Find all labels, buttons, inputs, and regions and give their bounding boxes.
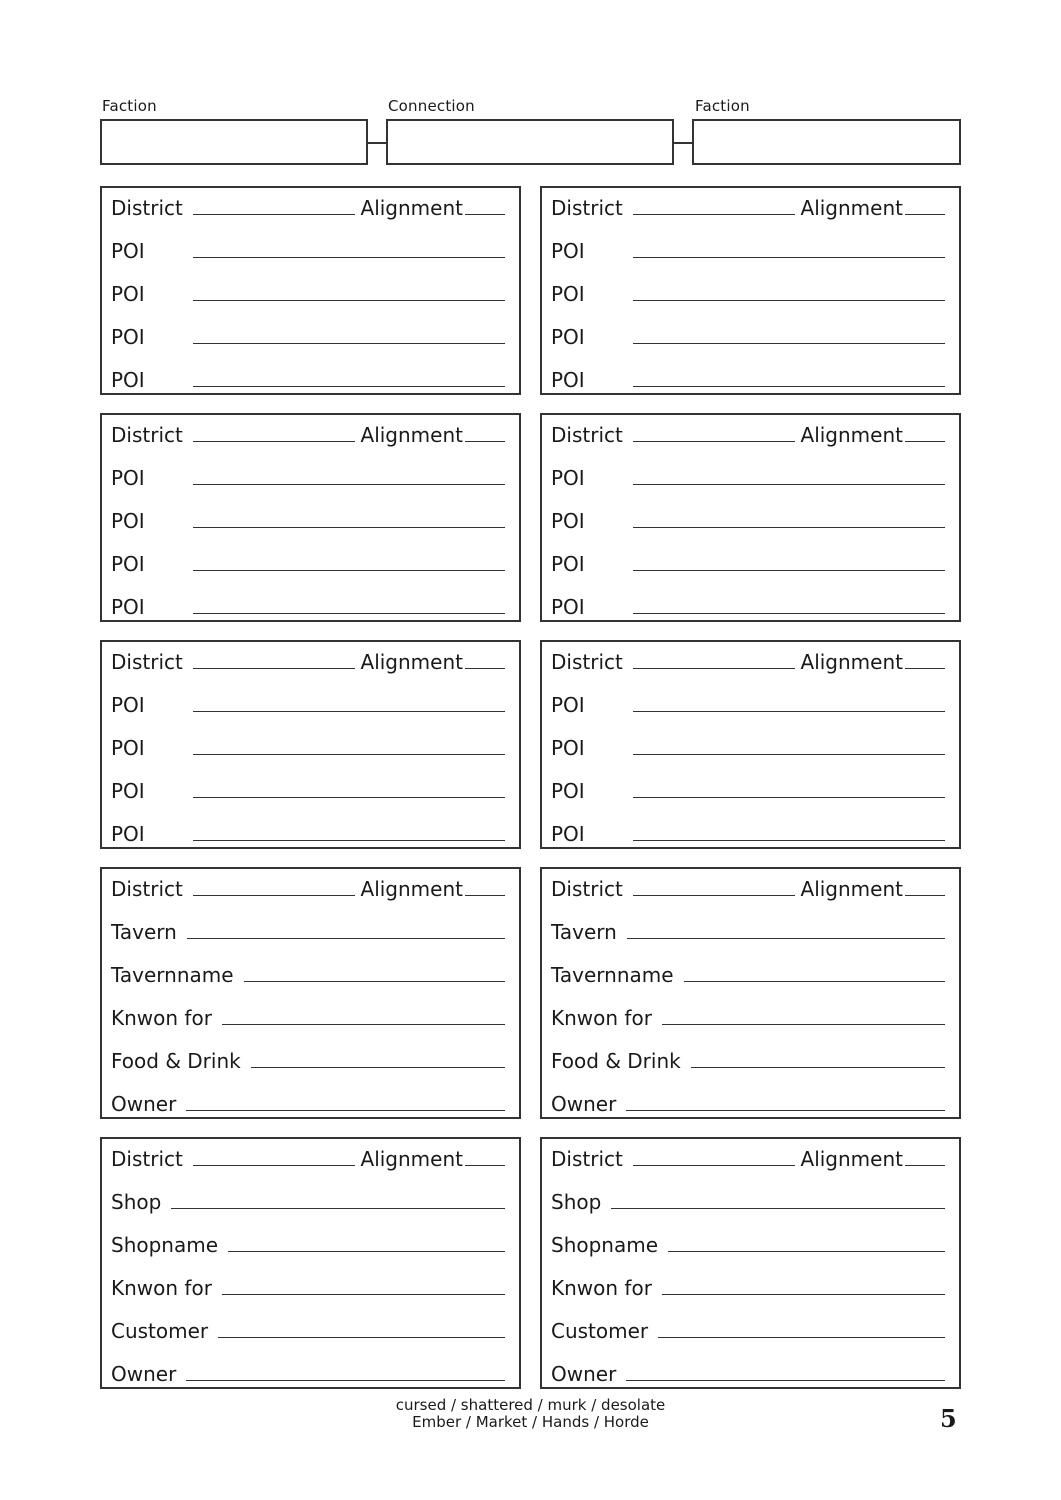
shopname-label: Shopname (551, 1233, 659, 1257)
district-card (540, 640, 961, 849)
tavern-field[interactable] (187, 937, 505, 939)
district-label: District (111, 196, 183, 220)
poi-field[interactable] (633, 710, 945, 712)
page-number: 5 (940, 1404, 957, 1433)
customer-field[interactable] (658, 1336, 945, 1338)
alignment-label: Alignment (800, 650, 903, 674)
known-for-label: Knwon for (551, 1006, 652, 1030)
district-card (100, 1137, 521, 1389)
district-field[interactable] (193, 1164, 355, 1166)
known-for-field[interactable] (662, 1023, 945, 1025)
poi-field[interactable] (633, 483, 945, 485)
alignment-label: Alignment (800, 196, 903, 220)
district-card (540, 867, 961, 1119)
poi-field[interactable] (633, 256, 945, 258)
shop-label: Shop (551, 1190, 602, 1214)
district-field[interactable] (633, 667, 795, 669)
shop-label: Shop (111, 1190, 162, 1214)
poi-field[interactable] (633, 796, 945, 798)
food-drink-field[interactable] (691, 1066, 945, 1068)
known-for-field[interactable] (662, 1293, 945, 1295)
footer-line-2: Ember / Market / Hands / Horde (412, 1413, 649, 1431)
food-drink-field[interactable] (251, 1066, 505, 1068)
poi-field[interactable] (633, 385, 945, 387)
alignment-field[interactable] (465, 894, 505, 896)
alignment-label: Alignment (360, 196, 463, 220)
district-field[interactable] (633, 894, 795, 896)
owner-field[interactable] (186, 1379, 505, 1381)
connector-left (368, 142, 387, 144)
alignment-field[interactable] (905, 667, 945, 669)
poi-field[interactable] (193, 385, 505, 387)
food-drink-label: Food & Drink (551, 1049, 681, 1073)
poi-label: POI (551, 466, 585, 490)
district-label: District (551, 877, 623, 901)
alignment-label: Alignment (360, 877, 463, 901)
district-label: District (551, 650, 623, 674)
poi-field[interactable] (633, 526, 945, 528)
poi-label: POI (111, 552, 145, 576)
poi-label: POI (551, 509, 585, 533)
footer-line-1: cursed / shattered / murk / desolate (395, 1396, 666, 1414)
poi-label: POI (551, 779, 585, 803)
district-label: District (551, 196, 623, 220)
poi-label: POI (111, 693, 145, 717)
poi-field[interactable] (193, 710, 505, 712)
tavern-label: Tavern (551, 920, 617, 944)
district-card (540, 1137, 961, 1389)
district-card (100, 640, 521, 849)
district-card (100, 867, 521, 1119)
alignment-field[interactable] (905, 440, 945, 442)
poi-label: POI (551, 822, 585, 846)
district-field[interactable] (193, 894, 355, 896)
district-label: District (111, 650, 183, 674)
alignment-label: Alignment (360, 423, 463, 447)
tavernname-field[interactable] (244, 980, 505, 982)
poi-field[interactable] (633, 753, 945, 755)
tavernname-field[interactable] (684, 980, 945, 982)
header-faction-left-label: Faction (102, 97, 157, 115)
poi-field[interactable] (193, 526, 505, 528)
alignment-label: Alignment (360, 650, 463, 674)
district-label: District (551, 1147, 623, 1171)
owner-label: Owner (111, 1362, 177, 1386)
faction-left-field[interactable] (100, 119, 368, 165)
district-field[interactable] (633, 1164, 795, 1166)
owner-label: Owner (551, 1092, 617, 1116)
poi-label: POI (111, 595, 145, 619)
shopname-label: Shopname (111, 1233, 219, 1257)
alignment-field[interactable] (465, 1164, 505, 1166)
owner-field[interactable] (186, 1109, 505, 1111)
district-label: District (111, 877, 183, 901)
poi-field[interactable] (193, 839, 505, 841)
tavern-label: Tavern (111, 920, 177, 944)
owner-field[interactable] (626, 1379, 945, 1381)
poi-field[interactable] (193, 796, 505, 798)
poi-field[interactable] (633, 299, 945, 301)
district-field[interactable] (193, 667, 355, 669)
district-field[interactable] (633, 440, 795, 442)
poi-field[interactable] (193, 569, 505, 571)
district-card (540, 413, 961, 622)
poi-field[interactable] (633, 839, 945, 841)
poi-label: POI (111, 239, 145, 263)
poi-label: POI (551, 595, 585, 619)
customer-field[interactable] (218, 1336, 505, 1338)
poi-field[interactable] (633, 342, 945, 344)
customer-label: Customer (551, 1319, 649, 1343)
poi-label: POI (551, 368, 585, 392)
owner-field[interactable] (626, 1109, 945, 1111)
customer-label: Customer (111, 1319, 209, 1343)
poi-field[interactable] (633, 612, 945, 614)
poi-label: POI (111, 509, 145, 533)
alignment-field[interactable] (465, 667, 505, 669)
header-connection-label: Connection (388, 97, 475, 115)
poi-field[interactable] (193, 299, 505, 301)
district-card (100, 413, 521, 622)
connection-field[interactable] (386, 119, 674, 165)
poi-label: POI (551, 693, 585, 717)
poi-label: POI (111, 368, 145, 392)
poi-label: POI (111, 779, 145, 803)
owner-label: Owner (551, 1362, 617, 1386)
shopname-field[interactable] (668, 1250, 945, 1252)
food-drink-label: Food & Drink (111, 1049, 241, 1073)
poi-label: POI (111, 822, 145, 846)
poi-label: POI (111, 325, 145, 349)
known-for-field[interactable] (222, 1023, 505, 1025)
faction-right-field[interactable] (692, 119, 961, 165)
tavernname-label: Tavernname (551, 963, 674, 987)
known-for-label: Knwon for (111, 1276, 212, 1300)
alignment-field[interactable] (465, 213, 505, 215)
alignment-field[interactable] (905, 1164, 945, 1166)
alignment-label: Alignment (360, 1147, 463, 1171)
known-for-label: Knwon for (111, 1006, 212, 1030)
poi-field[interactable] (193, 256, 505, 258)
alignment-field[interactable] (465, 440, 505, 442)
poi-field[interactable] (193, 483, 505, 485)
alignment-field[interactable] (905, 213, 945, 215)
poi-label: POI (551, 552, 585, 576)
shop-field[interactable] (171, 1207, 505, 1209)
poi-label: POI (111, 736, 145, 760)
alignment-field[interactable] (905, 894, 945, 896)
alignment-label: Alignment (800, 877, 903, 901)
poi-label: POI (111, 466, 145, 490)
district-label: District (111, 1147, 183, 1171)
poi-field[interactable] (193, 342, 505, 344)
poi-label: POI (111, 282, 145, 306)
poi-field[interactable] (633, 569, 945, 571)
owner-label: Owner (111, 1092, 177, 1116)
poi-field[interactable] (193, 612, 505, 614)
tavern-field[interactable] (627, 937, 945, 939)
poi-label: POI (551, 282, 585, 306)
shop-field[interactable] (611, 1207, 945, 1209)
district-card (100, 186, 521, 395)
alignment-label: Alignment (800, 423, 903, 447)
tavernname-label: Tavernname (111, 963, 234, 987)
poi-label: POI (551, 736, 585, 760)
known-for-field[interactable] (222, 1293, 505, 1295)
shopname-field[interactable] (228, 1250, 505, 1252)
poi-field[interactable] (193, 753, 505, 755)
district-label: District (111, 423, 183, 447)
district-field[interactable] (193, 440, 355, 442)
poi-label: POI (551, 239, 585, 263)
footer-tags (0, 1397, 1061, 1431)
connector-right (674, 142, 693, 144)
district-field[interactable] (633, 213, 795, 215)
district-label: District (551, 423, 623, 447)
header-faction-right-label: Faction (695, 97, 750, 115)
known-for-label: Knwon for (551, 1276, 652, 1300)
district-card (540, 186, 961, 395)
poi-label: POI (551, 325, 585, 349)
district-field[interactable] (193, 213, 355, 215)
alignment-label: Alignment (800, 1147, 903, 1171)
